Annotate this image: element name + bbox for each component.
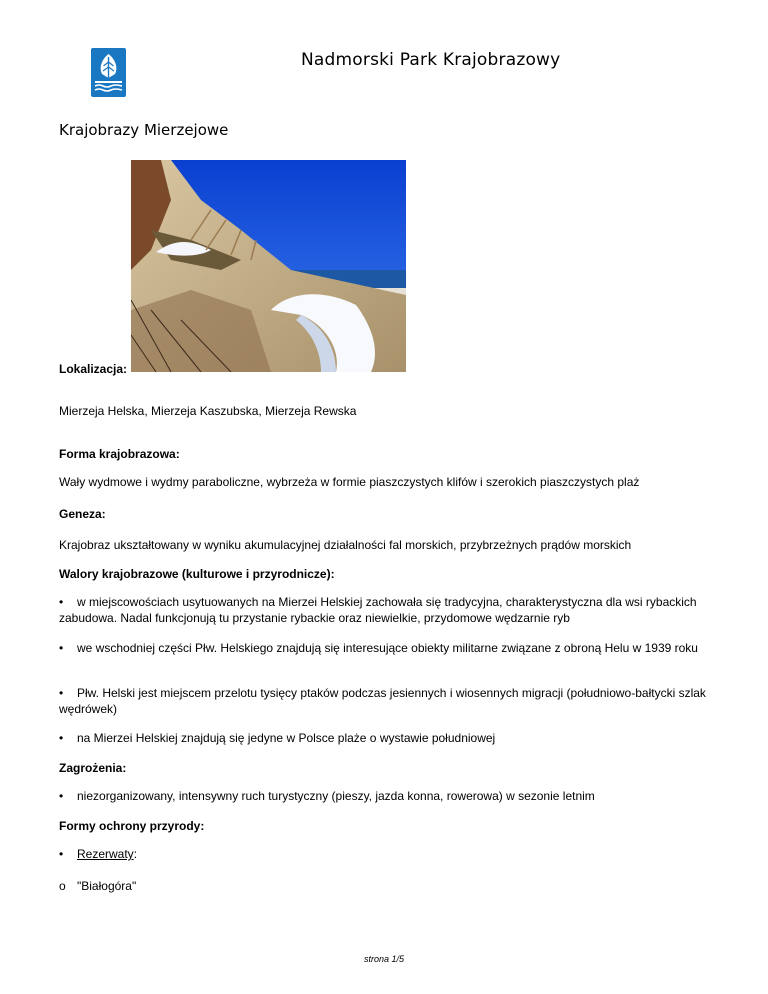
values-item-text: w miejscowościach usytuowanych na Mierzei Helskiej zachowała się tradycyjna, charakterystyczna dla wsi rybackich zabudowa. Nadal funkcjonują tu przystanie rybackie oraz niewielkie, przydomowe wędzarnie ryb [59,595,697,625]
form-text: Wały wydmowe i wydmy paraboliczne, wybrzeża w formie piaszczystych klifów i szerokich piaszczystych plaż [59,475,640,489]
section-title: Krajobrazy Mierzejowe [59,121,229,139]
reserves-link[interactable]: Rezerwaty [77,847,134,861]
dune-landscape-photo [131,160,406,372]
values-item-1 [59,594,709,626]
bullet-icon: • [59,847,64,861]
values-item-text: we wschodniej części Płw. Helskiego znajdują się interesujące obiekty militarne związane z obroną Helu w 1939 roku [77,641,698,655]
values-item-text: na Mierzei Helskiej znajdują się jedyne w Polsce plaże o wystawie południowej [77,731,496,745]
localization-label: Lokalizacja: [59,362,128,376]
bullet-icon: • [59,641,64,655]
reserves-item [59,846,709,862]
threats-label: Zagrożenia: [59,761,127,775]
values-item-4 [59,730,709,746]
bullet-icon: • [59,686,64,700]
values-item-text: Płw. Helski jest miejscem przelotu tysięcy ptaków podczas jesiennych i wiosennych migracji (południowo-bałtycki szlak wędrówek) [59,686,706,716]
threats-item-text: niezorganizowany, intensywny ruch turystyczny (pieszy, jazda konna, rowerowa) w sezonie letnim [77,789,595,803]
values-label: Walory krajobrazowe (kulturowe i przyrodnicze): [59,567,335,581]
values-item-3 [59,685,709,717]
reserve-name: "Białogóra" [77,879,137,893]
reserve-sub-item [59,878,709,894]
genesis-text: Krajobraz ukształtowany w wyniku akumulacyjnej działalności fal morskich, przybrzeżnych prądów morskich [59,538,632,552]
values-item-2 [59,640,709,656]
sub-bullet: o [59,879,66,893]
localization-text: Mierzeja Helska, Mierzeja Kaszubska, Mierzeja Rewska [59,404,357,418]
bullet-icon: • [59,731,64,745]
reserves-suffix: : [133,847,138,861]
bullet-icon: • [59,595,64,609]
threats-item-1 [59,788,709,804]
protection-label: Formy ochrony przyrody: [59,819,205,833]
genesis-label: Geneza: [59,507,106,521]
form-label: Forma krajobrazowa: [59,447,180,461]
page-footer: strona 1/5 [363,954,405,964]
page-header-title: Nadmorski Park Krajobrazowy [301,50,561,70]
bullet-icon: • [59,789,64,803]
